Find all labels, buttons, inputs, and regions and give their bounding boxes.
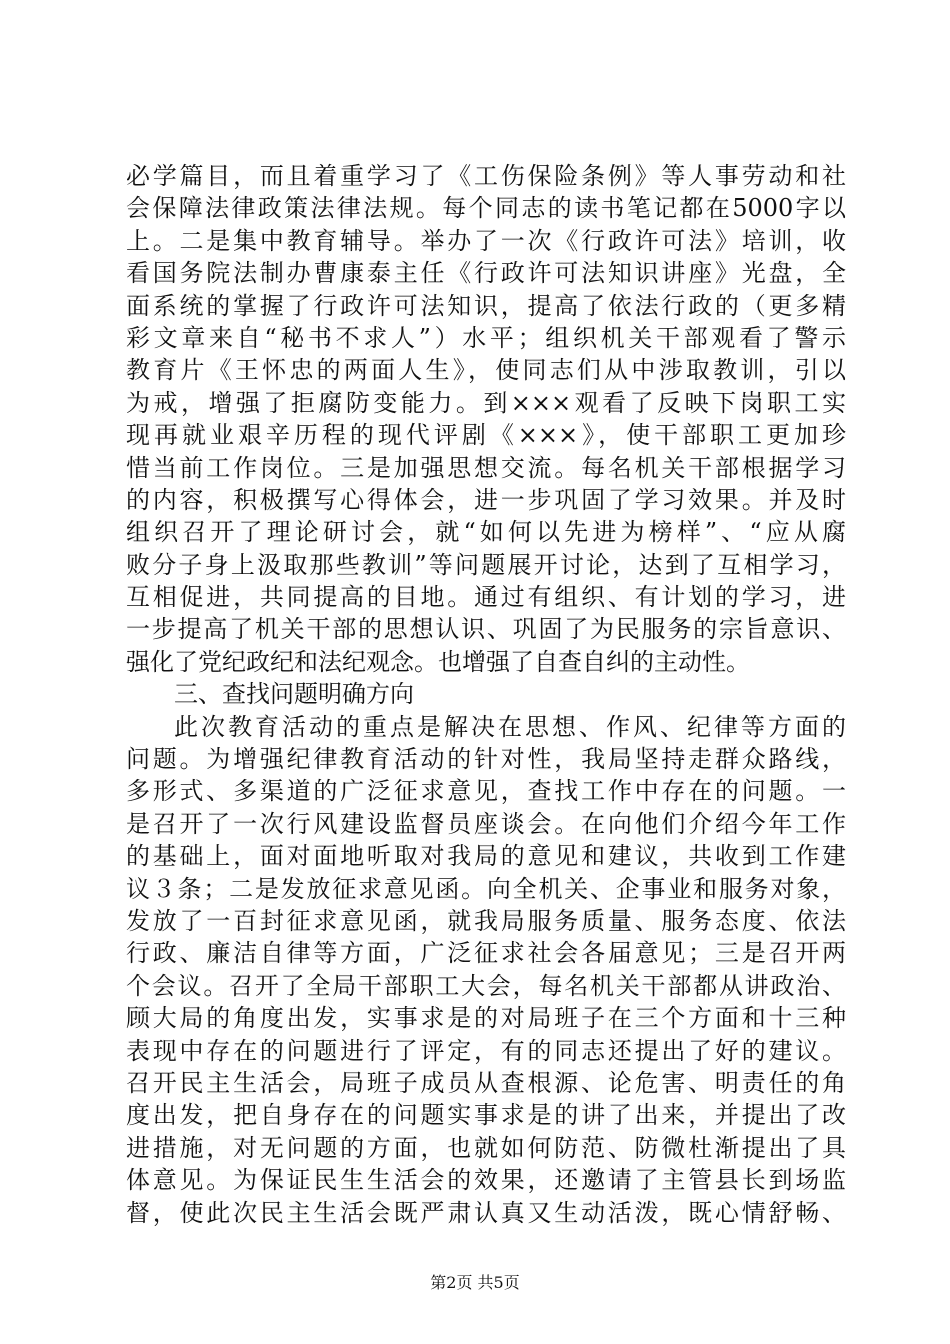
text-line: 败分子身上汲取那些教训”等问题展开讨论，达到了互相学习，	[126, 550, 846, 579]
text-line: 的内容，积极撰写心得体会，进一步巩固了学习效果。并及时	[126, 485, 846, 514]
text-line: 为戒，增强了拒腐防变能力。到×××观看了反映下岗职工实	[126, 388, 846, 417]
text-line: 召开民主生活会，局班子成员从查根源、论危害、明责任的角	[126, 1068, 846, 1097]
text-line: 上。二是集中教育辅导。举办了一次《行政许可法》培训，收	[126, 226, 846, 255]
text-line: 督，使此次民主生活会既严肃认真又生动活泼，既心情舒畅、	[126, 1198, 846, 1227]
text-line: 表现中存在的问题进行了评定，有的同志还提出了好的建议。	[126, 1036, 846, 1065]
text-line: 议３条；二是发放征求意见函。向全机关、企事业和服务对象，	[126, 874, 846, 903]
text-line: 面系统的掌握了行政许可法知识，提高了依法行政的（更多精	[126, 291, 846, 320]
page-footer: 第2页 共5页	[430, 1273, 520, 1292]
body-text	[126, 160, 846, 1229]
section-heading: 三、查找问题明确方向	[174, 680, 414, 709]
text-line: 顾大局的角度出发，实事求是的对局班子在三个方面和十三种	[126, 1004, 846, 1033]
text-line: 强化了党纪政纪和法纪观念。也增强了自查自纠的主动性。	[126, 647, 750, 676]
text-line: 度出发，把自身存在的问题实事求是的讲了出来，并提出了改	[126, 1101, 846, 1130]
text-line: 看国务院法制办曹康泰主任《行政许可法知识讲座》光盘，全	[126, 259, 846, 288]
text-line: 体意见。为保证民生生活会的效果，还邀请了主管县长到场监	[126, 1166, 846, 1195]
text-line: 发放了一百封征求意见函，就我局服务质量、服务态度、依法	[126, 906, 846, 935]
text-line: 是召开了一次行风建设监督员座谈会。在向他们介绍今年工作	[126, 809, 846, 838]
text-line: 个会议。召开了全局干部职工大会，每名机关干部都从讲政治、	[126, 971, 846, 1000]
text-line: 此次教育活动的重点是解决在思想、作风、纪律等方面的	[174, 712, 846, 741]
text-line: 会保障法律政策法律法规。每个同志的读书笔记都在5000字以	[126, 194, 846, 223]
text-line: 问题。为增强纪律教育活动的针对性，我局坚持走群众路线，	[126, 745, 846, 774]
text-line: 行政、廉洁自律等方面，广泛征求社会各届意见；三是召开两	[126, 939, 846, 968]
text-line: 教育片《王怀忠的两面人生》，使同志们从中涉取教训，引以	[126, 356, 846, 385]
text-line: 组织召开了理论研讨会，就“如何以先进为榜样”、“应从腐	[126, 518, 846, 547]
text-line: 互相促进，共同提高的目地。通过有组织、有计划的学习，进	[126, 583, 846, 612]
text-line: 一步提高了机关干部的思想认识、巩固了为民服务的宗旨意识、	[126, 615, 846, 644]
text-line: 必学篇目，而且着重学习了《工伤保险条例》等人事劳动和社	[126, 162, 846, 190]
text-line: 彩文章来自“秘书不求人”）水平；组织机关干部观看了警示	[126, 323, 846, 352]
text-line: 进措施，对无问题的方面，也就如何防范、防微杜渐提出了具	[126, 1133, 846, 1162]
text-line: 惜当前工作岗位。三是加强思想交流。每名机关干部根据学习	[126, 453, 846, 482]
text-line: 多形式、多渠道的广泛征求意见，查找工作中存在的问题。一	[126, 777, 846, 806]
text-line: 现再就业艰辛历程的现代评剧《×××》，使干部职工更加珍	[126, 421, 846, 450]
text-line: 的基础上，面对面地听取对我局的意见和建议，共收到工作建	[126, 842, 846, 871]
